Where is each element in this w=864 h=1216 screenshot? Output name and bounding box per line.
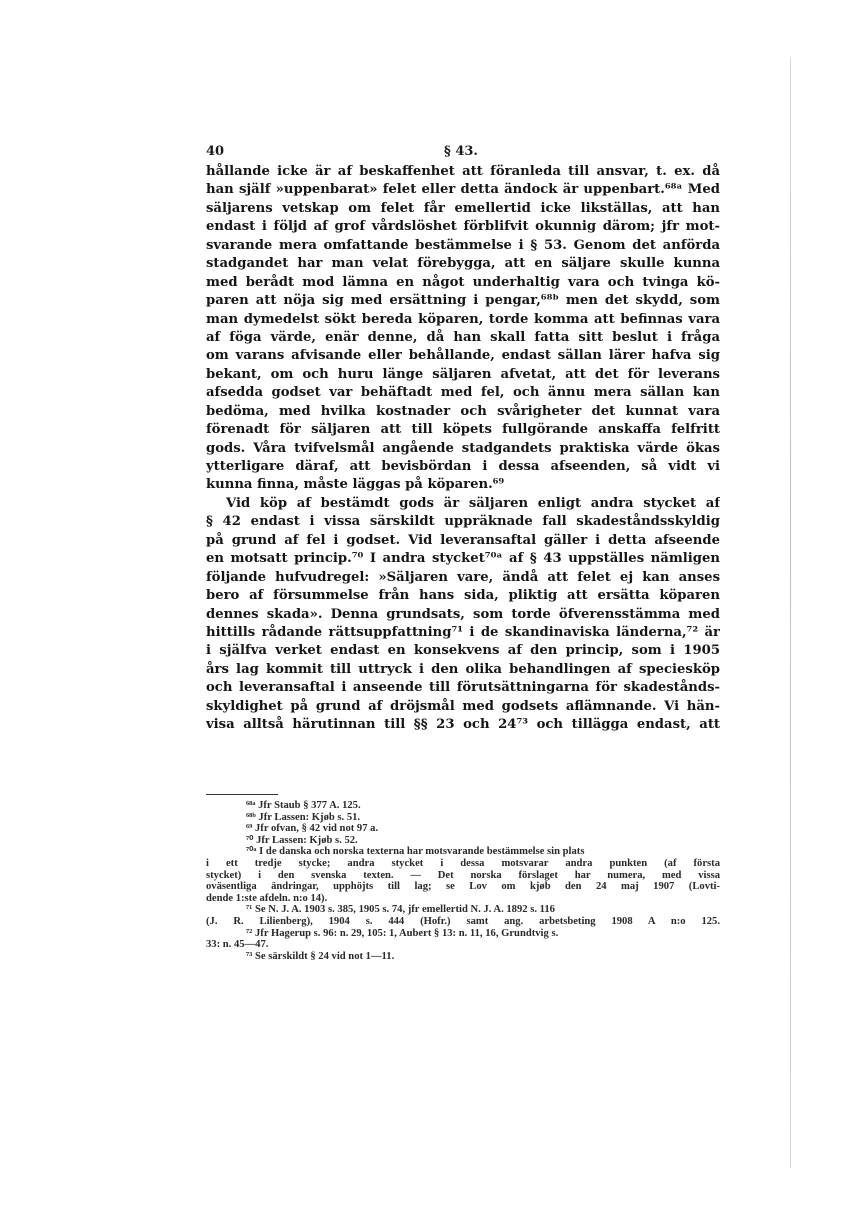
footnote-line: dende 1:ste afdeln. n:o 14). [206, 892, 328, 904]
text-line: bero af försummelse från hans sida, pliktig att ersätta köparen [206, 588, 720, 604]
footnote-line: ⁷¹ Se N. J. A. 1903 s. 385, 1905 s. 74, jfr emellertid N. J. A. 1892 s. 116 [246, 904, 555, 916]
footnote-line: ⁶⁸ᵇ Jfr Lassen: Kjøb s. 51. [246, 811, 361, 823]
text-line: endast i följd af grof vårdslöshet förblifvit okunnig därom; jfr mot- [206, 219, 720, 235]
text-line: stadgandet har man velat förebygga, att en säljare skulle kunna [206, 256, 720, 272]
page-header [206, 144, 720, 164]
footnote-line: 33: n. 45—47. [206, 939, 269, 951]
text-line: visa alltså härutinnan till §§ 23 och 24⁷³ och tillägga endast, att [206, 717, 720, 733]
footnote-rule [206, 794, 278, 795]
text-line: kunna finna, måste läggas på köparen.⁶⁹ [206, 477, 505, 493]
text-line: säljarens vetskap om felet får emellertid icke likställas, att han [206, 200, 720, 216]
footnote-line: (J. R. Lilienberg), 1904 s. 444 (Hofr.) samt ang. arbetsbeting 1908 A n:o 125. [206, 915, 720, 927]
text-line: hittills rådande rättsuppfattning⁷¹ i de skandinaviska länderna,⁷² är [206, 624, 720, 640]
text-line: på grund af fel i godset. Vid leveransaftal gäller i detta afseende [206, 532, 720, 548]
text-line: paren att nöja sig med ersättning i pengar,⁶⁸ᵇ men det skydd, som [206, 293, 720, 309]
footnote-line: ⁶⁹ Jfr ofvan, § 42 vid not 97 a. [246, 823, 379, 835]
section-heading: § 43. [444, 144, 478, 159]
text-line: Vid köp af bestämdt gods är säljaren enligt andra stycket af [226, 495, 720, 511]
footnote-line: stycket) i den svenska texten. — Det norska förslaget har numera, med vissa [206, 869, 720, 881]
text-line: följande hufvudregel: »Säljaren vare, ändå att felet ej kan anses [206, 569, 720, 585]
footnote-line: ⁷² Jfr Hagerup s. 96: n. 29, 105: 1, Aubert § 13: n. 11, 16, Grundtvig s. [246, 927, 559, 939]
scan-page-edge [790, 58, 791, 1168]
text-line: en motsatt princip.⁷⁰ I andra stycket⁷⁰ᵃ af § 43 uppställes nämligen [206, 551, 720, 567]
text-line: svarande mera omfattande bestämmelse i § 53. Genom det anförda [206, 237, 720, 253]
text-line: i själfva verket endast en konsekvens af den princip, som i 1905 [206, 643, 720, 659]
footnote-line: ⁷³ Se särskildt § 24 vid not 1—11. [246, 950, 395, 962]
body-text [206, 163, 720, 735]
footnotes [206, 800, 720, 962]
text-line: ytterligare däraf, att bevisbördan i dessa afseenden, så vidt vi [206, 459, 720, 474]
text-line: hållande icke är af beskaffenhet att föranleda till ansvar, t. ex. då [206, 164, 720, 179]
text-line: skyldighet på grund af dröjsmål med godsets aflämnande. Vi hän- [206, 698, 720, 714]
text-line: dennes skada». Denna grundsats, som torde öfverensstämma med [206, 606, 720, 622]
text-line: med berådt mod lämna en något underhaltig vara och tvinga kö- [206, 274, 720, 290]
text-line: bekant, om och huru länge säljaren afvetat, att det för leverans [206, 366, 720, 382]
text-line: och leveransaftal i anseende till förutsättningarna för skadestånds- [206, 680, 720, 696]
footnote-line: i ett tredje stycke; andra stycket i dessa motsvarar andra punkten (af första [206, 857, 720, 869]
text-line: § 42 endast i vissa särskildt uppräknade fall skadeståndsskyldig [206, 514, 720, 530]
footnote-line: oväsentliga ändringar, upphöjts till lag; se Lov om kjøb den 24 maj 1907 (Lovti- [206, 881, 720, 893]
footnote-line: ⁶⁸ᵃ Jfr Staub § 377 A. 125. [246, 800, 361, 811]
footnote-line: ⁷⁰ Jfr Lassen: Kjøb s. 52. [246, 834, 358, 846]
text-line: förenadt för säljaren att till köpets fullgörande anskaffa felfritt [206, 422, 720, 438]
footnote-line: ⁷⁰ᵃ I de danska och norska texterna har motsvarande bestämmelse sin plats [246, 846, 585, 858]
text-line: bedöma, med hvilka kostnader och svårigheter det kunnat vara [206, 403, 720, 419]
text-line: års lag kommit till uttryck i den olika behandlingen af speciesköp [206, 661, 720, 677]
text-line: han själf »uppenbarat» felet eller detta ändock är uppenbart.⁶⁸ᵃ Med [206, 182, 720, 198]
text-line: af föga värde, enär denne, då han skall fatta sitt beslut i fråga [206, 329, 720, 345]
text-line: om varans afvisande eller behållande, endast sällan lärer hafva sig [206, 348, 720, 364]
text-line: gods. Våra tvifvelsmål angående stadgandets praktiska värde ökas [206, 440, 720, 456]
text-line: afsedda godset var behäftadt med fel, och ännu mera sällan kan [206, 385, 720, 401]
text-line: man dymedelst sökt bereda köparen, torde komma att befinnas vara [206, 311, 720, 327]
page-number: 40 [206, 144, 225, 159]
